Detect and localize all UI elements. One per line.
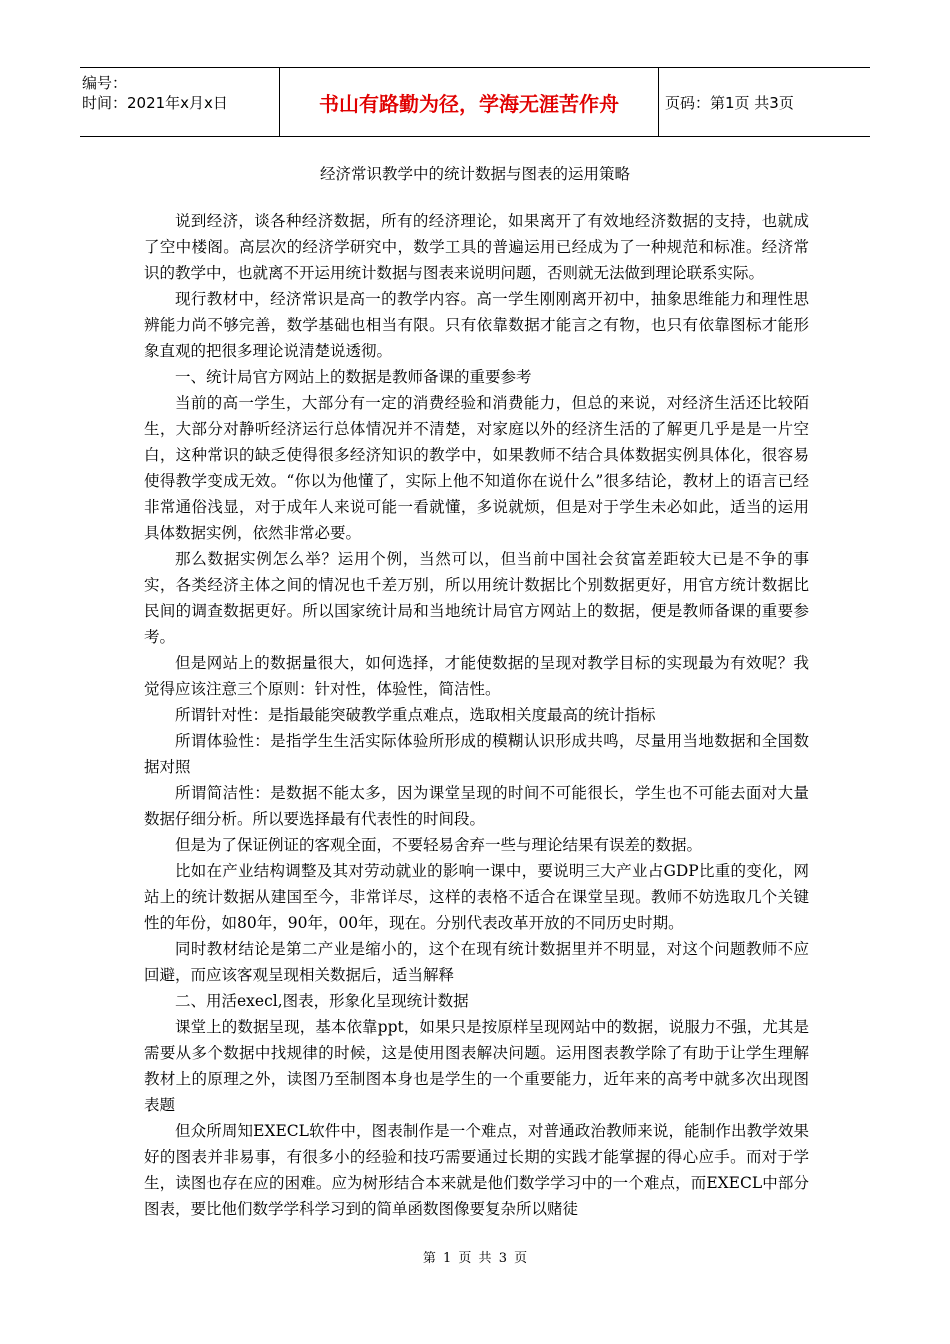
paragraph: 说到经济，谈各种经济数据，所有的经济理论，如果离开了有效地经济数据的支持，也就成了空中楼阁。高层次的经济学研究中，数学工具的普遍运用已经成为了一种规范和标准。经济常识的教学中，也就离不开运用统计数据与图表来说明问题，否则就无法做到理论联系实际。 — [144, 212, 809, 282]
document-title: 经济常识教学中的统计数据与图表的运用策略 — [319, 165, 630, 183]
header-page-info: 页码：第1页 共3页 — [665, 93, 794, 112]
document-date-label: 时间：2021年x月x日 — [82, 94, 228, 112]
paragraph: 所谓针对性：是指最能突破教学重点难点，选取相关度最高的统计指标 — [175, 706, 656, 724]
paragraph: 现行教材中，经济常识是高一的教学内容。高一学生刚刚离开初中，抽象思维能力和理性思辨能力尚不够完善，数学基础也相当有限。只有依靠数据才能言之有物，也只有依靠图标才能形象直观的把很多理论说清楚说透彻。 — [144, 290, 809, 360]
paragraph: 比如在产业结构调整及其对劳动就业的影响一课中，要说明三大产业占GDP比重的变化，网站上的统计数据从建国至今，非常详尽，这样的表格不适合在课堂呈现。教师不妨选取几个关键性的年份，如80年，90年，00年，现在。分别代表改革开放的不同历史时期。 — [144, 862, 809, 932]
paragraph: 同时教材结论是第二产业是缩小的，这个在现有统计数据里并不明显，对这个问题教师不应回避，而应该客观呈现相关数据后，适当解释 — [144, 940, 809, 984]
paragraph: 但是为了保证例证的客观全面，不要轻易舍弃一些与理论结果有误差的数据。 — [175, 836, 703, 854]
page-footer: 第 1 页 共 3 页 — [422, 1251, 528, 1266]
paragraph: 但众所周知EXECL软件中，图表制作是一个难点，对普通政治教师来说，能制作出教学效果好的图表并非易事，有很多小的经验和技巧需要通过长期的实践才能掌握的得心应手。而对于学生，读图也存在应的困难。应为树形结合本来就是他们数学学习中的一个难点，而EXECL中部分图表，要比他们数学学科学习到的简单函数图像要复杂所以赌徒 — [144, 1122, 809, 1218]
header-meta — [82, 73, 277, 113]
page-header — [80, 67, 870, 137]
paragraph: 当前的高一学生，大部分有一定的消费经验和消费能力，但总的来说，对经济生活还比较陌生，大部分对静听经济运行总体情况并不清楚，对家庭以外的经济生活的了解更几乎是是一片空白，这种常识的缺乏使得很多经济知识的教学中，如果教师不结合具体数据实例具体化，很容易使得教学变成无效。“你以为他懂了，实际上他不知道你在说什么”很多结论，教材上的语言已经非常通俗浅显，对于成年人来说可能一看就懂，多说就烦，但是对于学生未必如此，适当的运用具体数据实例，依然非常必要。 — [144, 394, 809, 542]
paragraph: 所谓体验性：是指学生生活实际体验所形成的模糊认识形成共鸣，尽量用当地数据和全国数据对照 — [144, 732, 809, 776]
document-number-label: 编号： — [82, 74, 128, 92]
paragraph: 但是网站上的数据量很大，如何选择，才能使数据的呈现对教学目标的实现最为有效呢？我觉得应该注意三个原则：针对性，体验性，简洁性。 — [144, 654, 809, 698]
header-motto: 书山有路勤为径，学海无涯苦作舟 — [319, 91, 619, 116]
section-heading: 二、用活execl,图表，形象化呈现统计数据 — [175, 992, 469, 1010]
paragraph: 课堂上的数据呈现，基本依靠ppt，如果只是按原样呈现网站中的数据，说服力不强，尤其是需要从多个数据中找规律的时候，这是使用图表解决问题。运用图表教学除了有助于让学生理解教材上的原理之外，读图乃至制图本身也是学生的一个重要能力，近年来的高考中就多次出现图表题 — [144, 1018, 809, 1114]
paragraph: 那么数据实例怎么举？运用个例，当然可以，但当前中国社会贫富差距较大已是不争的事实，各类经济主体之间的情况也千差万别，所以用统计数据比个别数据更好，用官方统计数据比民间的调查数据更好。所以国家统计局和当地统计局官方网站上的数据，便是教师备课的重要参考。 — [144, 550, 809, 646]
header-divider — [658, 68, 659, 136]
section-heading: 一、统计局官方网站上的数据是教师备课的重要参考 — [175, 368, 532, 386]
document-body — [144, 208, 809, 1222]
paragraph: 所谓简洁性：是数据不能太多，因为课堂呈现的时间不可能很长，学生也不可能去面对大量数据仔细分析。所以要选择最有代表性的时间段。 — [144, 784, 809, 828]
